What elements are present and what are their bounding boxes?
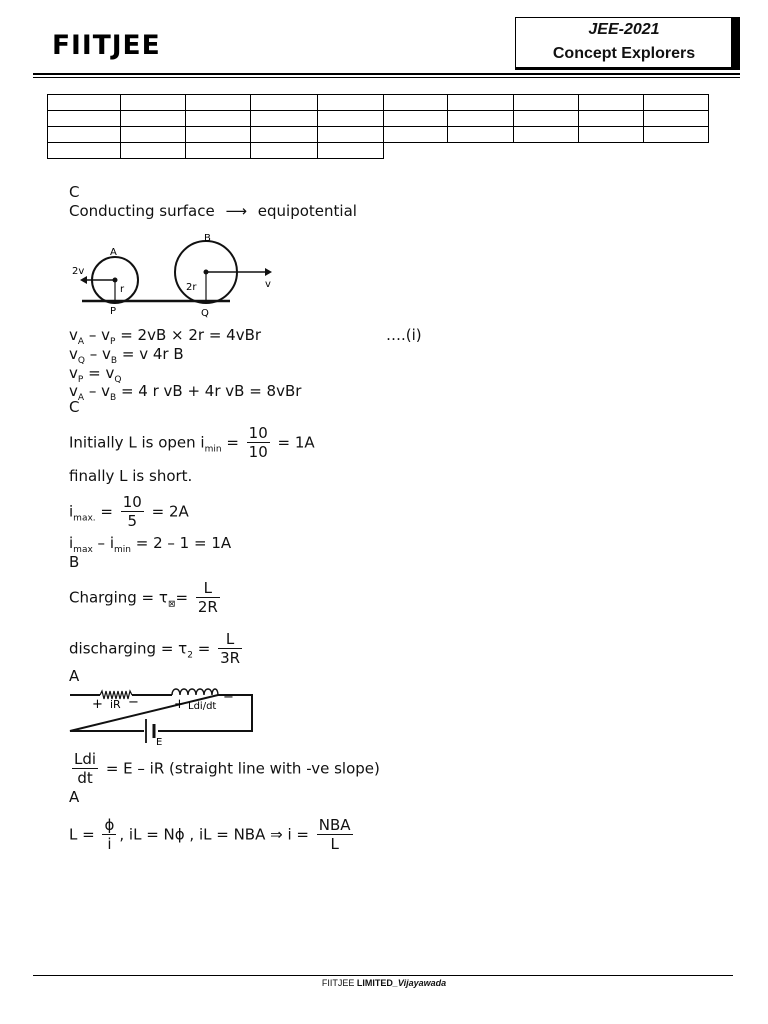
charging-line bbox=[69, 580, 223, 616]
eq-rhs: = 2vB × 2r = 4vBr bbox=[115, 326, 262, 344]
eq-rhs: = 2 – 1 = 1A bbox=[130, 534, 232, 552]
answer-cell bbox=[513, 110, 579, 127]
rolling-cylinders-diagram bbox=[60, 228, 290, 320]
eq-term: v bbox=[69, 382, 78, 400]
fraction bbox=[102, 817, 116, 853]
exam-series: Concept Explorers bbox=[552, 45, 696, 62]
label-q: Q bbox=[201, 308, 209, 319]
label-2r: 2r bbox=[186, 282, 197, 293]
ldi-label: Ldi/dt bbox=[188, 701, 217, 712]
label-b: B bbox=[204, 233, 211, 244]
eq-term: v bbox=[69, 326, 78, 344]
fraction-numerator: L bbox=[225, 630, 235, 648]
statement-line bbox=[69, 203, 357, 220]
eq-text: discharging = τ bbox=[69, 639, 188, 658]
answer-option: C bbox=[69, 398, 80, 416]
fraction-denominator: dt bbox=[72, 768, 98, 787]
answer-cell bbox=[317, 126, 384, 143]
fraction-numerator: Ldi bbox=[74, 750, 97, 768]
eq-sub: max. bbox=[73, 513, 96, 524]
answer-cell bbox=[317, 94, 384, 111]
eq-sub: max bbox=[73, 545, 93, 555]
answer-cell bbox=[447, 94, 514, 111]
answer-option: A bbox=[69, 788, 80, 806]
statement-result: equipotential bbox=[257, 202, 357, 220]
eq-op: – i bbox=[92, 534, 114, 552]
fiitjee-logo: FIITJEE bbox=[52, 30, 161, 61]
fraction-numerator: 10 bbox=[248, 424, 268, 442]
answer-cell bbox=[250, 126, 318, 143]
eq-term: v bbox=[101, 326, 110, 344]
answer-cell bbox=[120, 142, 186, 159]
eq-text: i bbox=[69, 534, 74, 552]
answer-cell bbox=[513, 94, 579, 111]
answer-cell bbox=[383, 94, 448, 111]
lr-circuit-diagram bbox=[66, 684, 258, 746]
eq-term: v bbox=[69, 345, 78, 363]
eq-op: – bbox=[84, 382, 102, 400]
ir-label: iR bbox=[110, 698, 121, 711]
answer-cell bbox=[120, 126, 186, 143]
eq-sub: B bbox=[110, 393, 117, 403]
inductance-equation bbox=[69, 817, 356, 853]
eq-sub: min bbox=[114, 545, 131, 555]
fraction-numerator: L bbox=[203, 579, 212, 597]
header-rule-thin bbox=[33, 77, 740, 78]
eq-op: = bbox=[175, 588, 193, 607]
answer-cell bbox=[513, 126, 579, 143]
inductor-plus: + bbox=[174, 697, 185, 712]
eq-rhs: = 1A bbox=[272, 433, 315, 452]
answer-cell bbox=[383, 110, 448, 127]
fraction-numerator: 10 bbox=[122, 493, 142, 511]
answer-cell bbox=[250, 110, 318, 127]
inductor-icon bbox=[172, 689, 218, 695]
answer-cell bbox=[578, 110, 644, 127]
eq-text: Charging = τ bbox=[69, 588, 168, 607]
current-difference-line bbox=[69, 535, 231, 559]
footer-location: _Vijayawada bbox=[392, 978, 447, 988]
eq-sub: P bbox=[77, 375, 84, 385]
answer-cell bbox=[447, 126, 514, 143]
label-p: P bbox=[110, 306, 117, 317]
right-arrow-icon: ⟶ bbox=[225, 202, 248, 220]
eq-sub: Q bbox=[77, 356, 85, 366]
answer-cell bbox=[185, 126, 251, 143]
fraction-denominator: L bbox=[317, 834, 353, 853]
statement-text: Conducting surface bbox=[69, 202, 215, 220]
eq-text: i = bbox=[282, 825, 314, 844]
resistor-minus: − bbox=[128, 695, 139, 710]
label-2v: 2v bbox=[72, 266, 85, 277]
inductor-minus: − bbox=[223, 690, 234, 705]
eq-op: = bbox=[83, 364, 106, 382]
answer-cell bbox=[317, 110, 384, 127]
answer-cell bbox=[185, 142, 251, 159]
eq-text: , iL = Nϕ , iL = NBA bbox=[119, 825, 271, 844]
eq-sub: ⊠ bbox=[167, 599, 176, 610]
answer-option: B bbox=[69, 553, 80, 571]
footer-rule bbox=[33, 975, 733, 976]
answer-cell bbox=[447, 110, 514, 127]
header-rule bbox=[33, 73, 740, 75]
eq-term: v bbox=[105, 364, 115, 382]
eq-rhs: = v 4r B bbox=[117, 345, 184, 363]
eq-op: – bbox=[84, 345, 103, 363]
arrow-left-icon bbox=[80, 276, 87, 284]
eq-sub: A bbox=[77, 337, 85, 347]
answer-cell bbox=[643, 126, 709, 143]
fraction-numerator: ϕ bbox=[104, 816, 115, 834]
answer-cell bbox=[47, 94, 121, 111]
answer-cell bbox=[47, 126, 121, 143]
answer-cell bbox=[250, 94, 318, 111]
answer-cell bbox=[250, 142, 318, 159]
eq-text: L = bbox=[69, 825, 100, 844]
equation-tag: ….(i) bbox=[386, 326, 422, 344]
footer-limited: LIMITED bbox=[356, 978, 393, 988]
exam-name: JEE-2021 bbox=[588, 21, 660, 38]
fraction bbox=[196, 580, 220, 616]
implies-arrow-icon: ⇒ bbox=[270, 825, 283, 844]
fraction-denominator: 5 bbox=[121, 511, 144, 530]
fraction bbox=[72, 751, 98, 787]
label-a: A bbox=[110, 247, 117, 258]
eq-op: – bbox=[84, 326, 102, 344]
eq-sub: P bbox=[110, 337, 116, 347]
eq-sub: B bbox=[110, 356, 118, 366]
label-r: r bbox=[120, 284, 125, 295]
fraction bbox=[317, 817, 353, 853]
initial-current-line bbox=[69, 425, 315, 461]
fraction bbox=[218, 631, 242, 667]
footer-org: FIITJEE bbox=[321, 978, 357, 988]
answer-cell bbox=[578, 126, 644, 143]
exam-title-box bbox=[515, 17, 735, 69]
equation-4 bbox=[69, 383, 301, 407]
answer-cell bbox=[643, 94, 709, 111]
slope-equation bbox=[69, 751, 380, 787]
fraction bbox=[121, 494, 144, 530]
eq-rhs: = 4 r vB + 4r vB = 8vBr bbox=[116, 382, 302, 400]
max-current-line bbox=[69, 494, 189, 530]
eq-sub: min bbox=[204, 444, 222, 455]
answer-option: A bbox=[69, 667, 80, 685]
fraction-numerator: NBA bbox=[318, 816, 351, 834]
answer-cell bbox=[643, 110, 709, 127]
fraction-denominator: 3R bbox=[220, 649, 241, 667]
answer-option: C bbox=[69, 183, 80, 201]
eq-text: Initially L is open i bbox=[69, 433, 205, 452]
eq-term: v bbox=[102, 345, 111, 363]
eq-term: v bbox=[69, 364, 78, 382]
eq-rhs: = 2A bbox=[146, 502, 189, 521]
answer-cell bbox=[47, 142, 121, 159]
arrow-right-icon bbox=[265, 268, 272, 276]
eq-text: i bbox=[69, 502, 74, 521]
emf-label: E bbox=[156, 737, 163, 746]
fraction bbox=[247, 425, 270, 461]
title-box-shadow-bottom bbox=[515, 67, 740, 70]
answer-cell bbox=[47, 110, 121, 127]
answer-cell bbox=[120, 94, 186, 111]
answer-cell bbox=[578, 94, 644, 111]
answer-cell bbox=[185, 94, 251, 111]
answer-cell bbox=[383, 126, 448, 143]
answer-cell bbox=[317, 142, 384, 159]
eq-sub: 2 bbox=[187, 650, 193, 661]
label-v: v bbox=[265, 279, 271, 290]
eq-op: = bbox=[221, 433, 244, 452]
eq-op: = bbox=[95, 502, 118, 521]
footer-text bbox=[0, 978, 768, 988]
resistor-plus: + bbox=[92, 697, 103, 712]
eq-rhs: = E – iR (straight line with -ve slope) bbox=[101, 759, 380, 778]
answer-cell bbox=[185, 110, 251, 127]
eq-op: = bbox=[192, 639, 216, 658]
answer-cell bbox=[120, 110, 186, 127]
final-state-line: finally L is short. bbox=[69, 467, 193, 485]
fraction-denominator: 10 bbox=[248, 443, 268, 461]
eq-sub: Q bbox=[114, 375, 122, 385]
eq-term: v bbox=[101, 382, 110, 400]
eq-sub: A bbox=[77, 393, 85, 403]
title-box-shadow-right bbox=[731, 17, 740, 70]
discharging-line bbox=[69, 631, 245, 667]
fraction-denominator: i bbox=[102, 834, 116, 853]
fraction-denominator: 2R bbox=[197, 598, 218, 616]
